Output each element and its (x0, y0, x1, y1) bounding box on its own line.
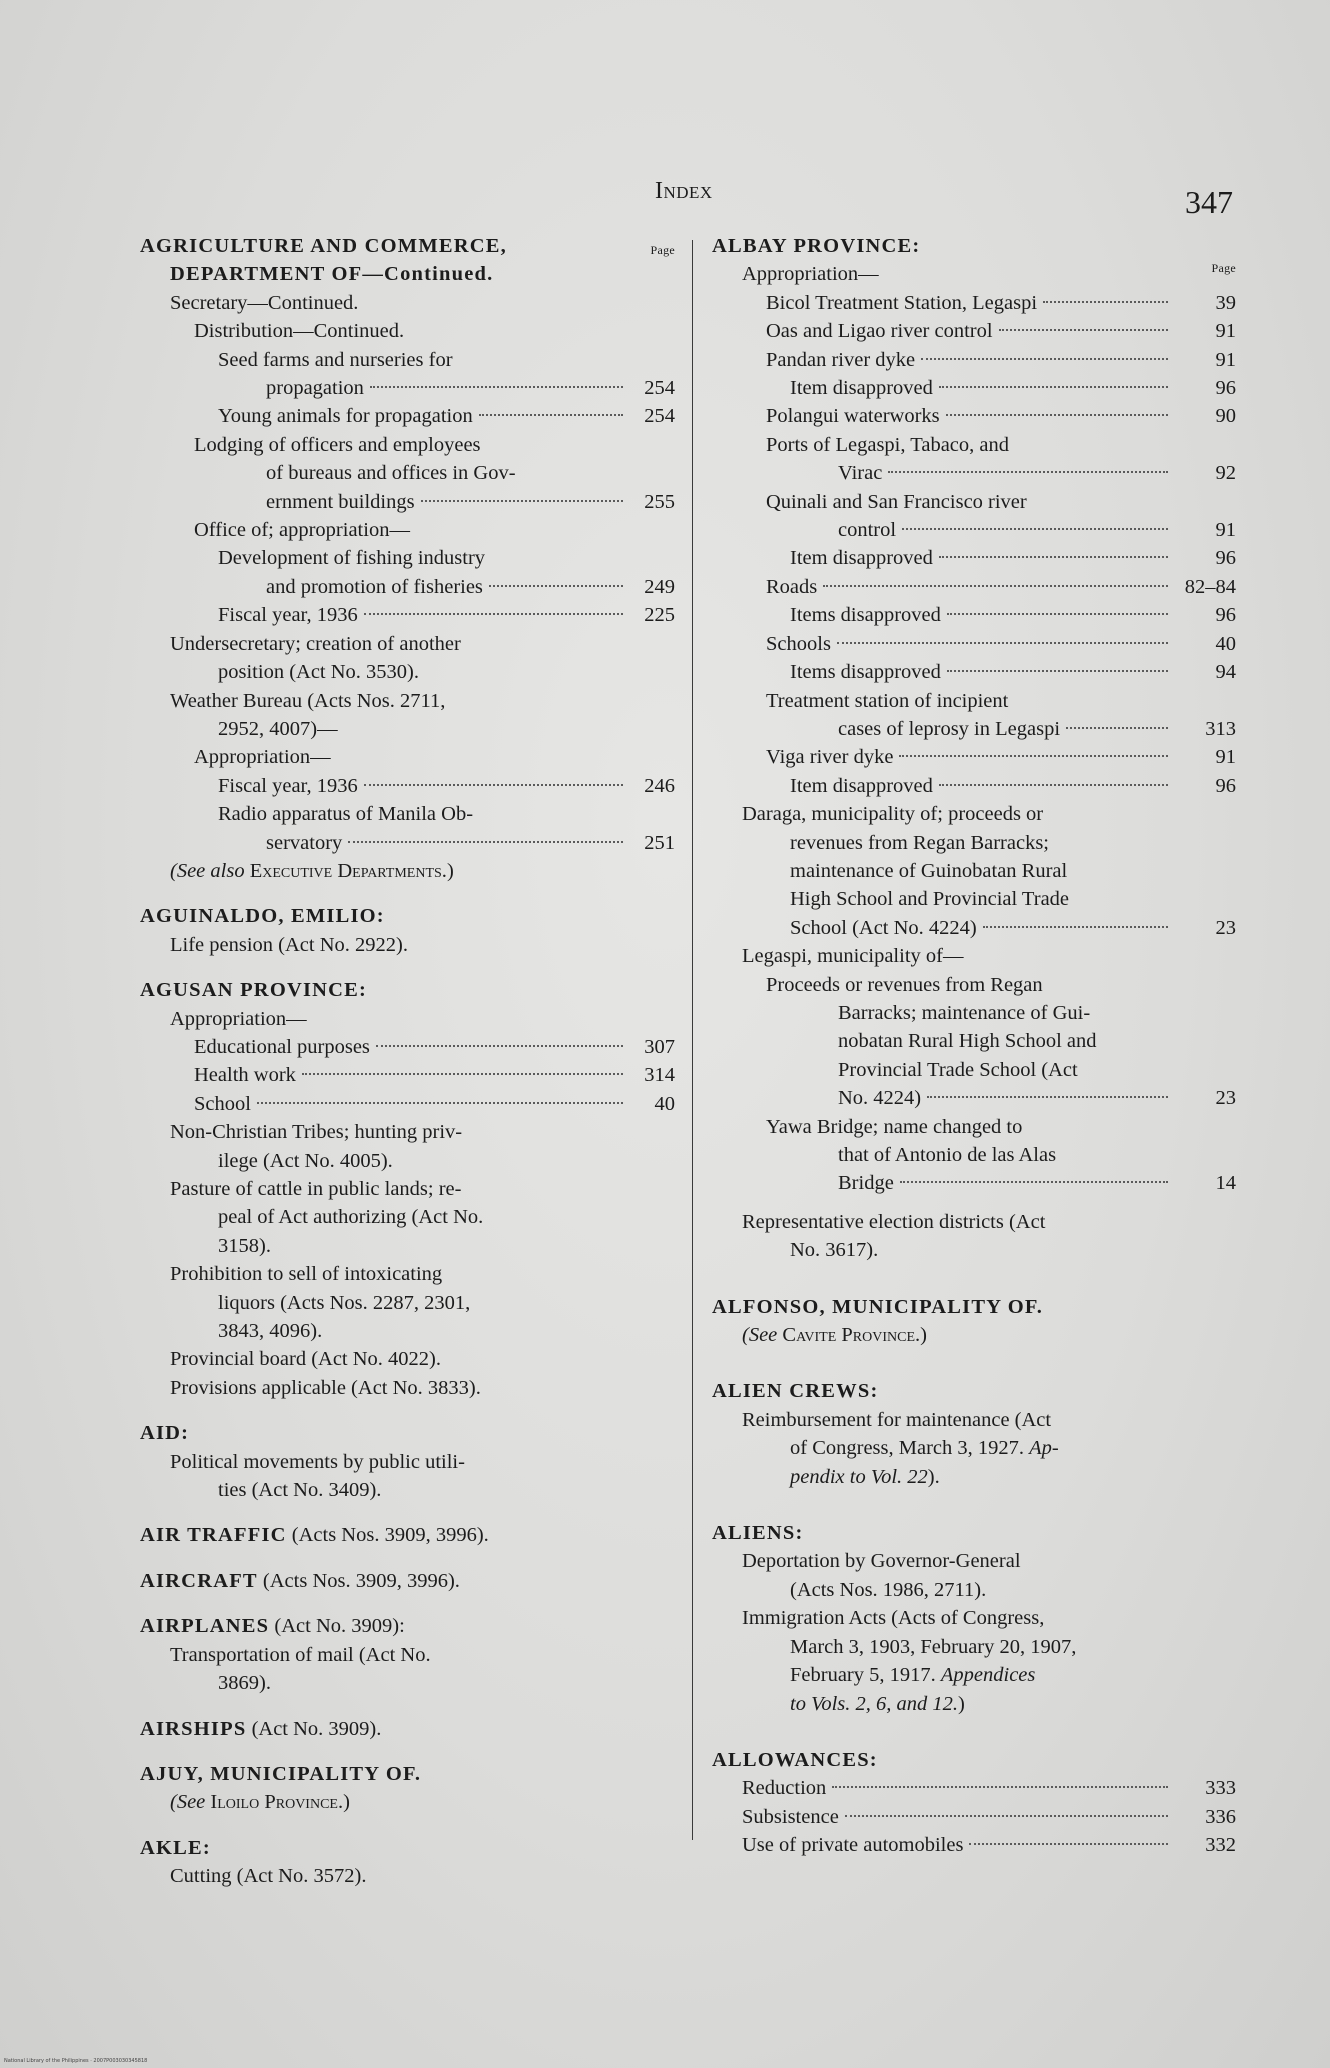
index-line: Lodging of officers and employees (194, 433, 481, 456)
entry-heading-alien-crews: ALIEN CREWS: (712, 1380, 879, 1403)
line-part-italic: pendix to Vol. 22 (790, 1465, 928, 1488)
index-line: Yawa Bridge; name changed to (766, 1115, 1023, 1138)
page-ref: 254 (644, 377, 675, 400)
entry-airships (140, 1715, 675, 1743)
entry-heading-aliens: ALIENS: (712, 1522, 804, 1545)
index-line: Appropriation— (170, 1007, 307, 1030)
entry-heading-agusan: AGUSAN PROVINCE: (140, 979, 368, 1002)
index-entry (140, 1033, 675, 1061)
index-line: ilege (Act No. 4005). (218, 1149, 393, 1172)
leader-dots (969, 1843, 1168, 1845)
index-entry (140, 829, 675, 857)
leader-dots (348, 841, 623, 843)
index-entry (712, 1169, 1236, 1197)
index-line: Radio apparatus of Manila Ob- (218, 803, 474, 826)
index-line: Seed farms and nurseries for (218, 348, 453, 371)
index-entry (140, 374, 675, 402)
index-line: nobatan Rural High School and (838, 1030, 1097, 1053)
index-line: Representative election districts (Act (742, 1210, 1046, 1233)
line-part: ). (927, 1465, 940, 1488)
entry-text: Schools (766, 632, 831, 655)
see-prefix: (See (742, 1324, 783, 1347)
entry-text: ernment buildings (266, 490, 415, 513)
entry-acts: (Acts Nos. 3909, 3996). (257, 1569, 460, 1592)
page-ref: 91 (1215, 348, 1236, 371)
index-entry (712, 459, 1236, 487)
index-line: Provincial Trade School (Act (838, 1058, 1078, 1081)
leader-dots (1043, 301, 1168, 303)
entry-text: Educational purposes (194, 1035, 370, 1058)
page-ref: 92 (1215, 462, 1236, 485)
leader-dots (832, 1786, 1168, 1788)
index-line: liquors (Acts Nos. 2287, 2301, (218, 1291, 471, 1314)
index-line: Barracks; maintenance of Gui- (838, 1001, 1091, 1024)
running-head: Index (655, 178, 713, 204)
entry-heading-aircraft: AIRCRAFT (140, 1569, 258, 1592)
page-ref: 336 (1205, 1805, 1236, 1828)
leader-dots (921, 358, 1168, 360)
index-line: Daraga, municipality of; proceeds or (742, 803, 1044, 826)
entry-text: cases of leprosy in Legaspi (838, 717, 1061, 740)
entry-acts: (Acts Nos. 3909, 3996). (286, 1524, 489, 1547)
index-entry (712, 374, 1236, 402)
index-line: Undersecretary; creation of another (170, 632, 461, 655)
leader-dots (302, 1073, 623, 1075)
leader-dots (939, 784, 1168, 786)
index-entry (140, 1090, 675, 1118)
index-line: Proceeds or revenues from Regan (766, 973, 1043, 996)
page-ref: 246 (644, 774, 675, 797)
index-line: Weather Bureau (Acts Nos. 2711, (170, 689, 446, 712)
see-also-ref (140, 857, 675, 885)
entry-heading-aguinaldo: AGUINALDO, EMILIO: (140, 905, 385, 928)
index-line: Prohibition to sell of intoxicating (170, 1263, 443, 1286)
entry-heading-air-traffic: AIR TRAFFIC (140, 1524, 287, 1547)
entry-heading-albay: ALBAY PROVINCE: (712, 235, 921, 257)
page-ref: 251 (644, 831, 675, 854)
index-entry (140, 772, 675, 800)
index-line: Life pension (Act No. 2922). (170, 933, 408, 956)
page-ref: 96 (1215, 547, 1236, 570)
entry-text: control (838, 519, 897, 542)
index-entry (712, 743, 1236, 771)
entry-heading-aid: AID: (140, 1422, 190, 1445)
leader-dots (900, 1181, 1168, 1183)
leader-dots (947, 670, 1168, 672)
index-line: that of Antonio de las Alas (838, 1144, 1057, 1166)
entry-heading-airships: AIRSHIPS (140, 1717, 247, 1740)
page-ref: 307 (644, 1035, 675, 1058)
entry-heading-akle: AKLE: (140, 1836, 211, 1859)
index-line: (Acts Nos. 1986, 2711). (790, 1578, 987, 1601)
column-divider (692, 240, 693, 1840)
page-ref: 23 (1215, 916, 1236, 939)
entry-heading-agriculture: AGRICULTURE AND COMMERCE, (140, 235, 507, 257)
index-line: position (Act No. 3530). (218, 661, 419, 684)
page-ref: 314 (644, 1064, 675, 1087)
entry-text: Subsistence (742, 1805, 839, 1828)
leader-dots (823, 585, 1168, 587)
right-column (712, 232, 1236, 1860)
index-entry (712, 289, 1236, 317)
index-entry (712, 914, 1236, 942)
page-number: 347 (1185, 184, 1233, 220)
index-line: Distribution—Continued. (194, 320, 405, 343)
index-line: Development of fishing industry (218, 547, 486, 570)
leader-dots (902, 528, 1168, 530)
leader-dots (1066, 727, 1168, 729)
index-line: peal of Act authorizing (Act No. (218, 1206, 484, 1229)
index-line: Provisions applicable (Act No. 3833). (170, 1376, 481, 1399)
entry-text: and promotion of fisheries (266, 575, 483, 598)
entry-text: No. 4224) (838, 1087, 922, 1110)
entry-text: Pandan river dyke (766, 348, 916, 371)
index-entry (712, 573, 1236, 601)
page-ref: 225 (644, 604, 675, 627)
leader-dots (489, 585, 623, 587)
page-ref: 94 (1215, 661, 1236, 684)
index-entry (712, 715, 1236, 743)
entry-airplanes (140, 1612, 675, 1640)
leader-dots (947, 613, 1168, 615)
entry-heading-agriculture-cont: DEPARTMENT OF—Continued. (170, 263, 494, 286)
entry-aircraft (140, 1567, 675, 1595)
index-entry (712, 1084, 1236, 1112)
index-entry (140, 601, 675, 629)
entry-text: School (194, 1092, 251, 1115)
page-ref: 91 (1215, 519, 1236, 542)
index-line (712, 1434, 1236, 1462)
entry-text: Viga river dyke (766, 746, 894, 769)
entry-text: Health work (194, 1064, 296, 1087)
page-ref: 254 (644, 405, 675, 428)
line-part: of Congress, March 3, 1927. (790, 1437, 1030, 1460)
index-line: 3843, 4096). (218, 1320, 323, 1343)
index-line: Political movements by public utili- (170, 1450, 465, 1473)
leader-dots (364, 784, 623, 786)
leader-dots (837, 642, 1168, 644)
index-entry (140, 1061, 675, 1089)
index-line: of bureaus and offices in Gov- (266, 462, 516, 485)
index-entry (140, 402, 675, 430)
see-ref (712, 1321, 1236, 1349)
index-line: Deportation by Governor-General (742, 1550, 1021, 1573)
entry-heading-allowances: ALLOWANCES: (712, 1748, 878, 1771)
leader-dots (999, 329, 1168, 331)
index-entry (712, 317, 1236, 345)
index-entry (712, 658, 1236, 686)
page-ref: 332 (1205, 1834, 1236, 1857)
index-line (712, 1661, 1236, 1689)
leader-dots (845, 1815, 1168, 1817)
index-line: ties (Act No. 3409). (218, 1479, 382, 1502)
leader-dots (939, 556, 1168, 558)
entry-text: Reduction (742, 1777, 827, 1800)
page-ref: 90 (1215, 405, 1236, 428)
index-line: Transportation of mail (Act No. (170, 1643, 431, 1666)
page-column-label: Page (1211, 261, 1236, 275)
page-ref: 82–84 (1184, 575, 1236, 598)
leader-dots (927, 1096, 1168, 1098)
page-ref: 96 (1215, 774, 1236, 797)
entry-text: Fiscal year, 1936 (218, 774, 358, 797)
see-also-target: Executive Departments. (249, 859, 447, 882)
entry-text: Bicol Treatment Station, Legaspi (766, 291, 1038, 314)
see-also-suffix: ) (446, 859, 454, 882)
index-line: Non-Christian Tribes; hunting priv- (170, 1121, 463, 1144)
leader-dots (376, 1045, 623, 1047)
page-ref: 96 (1215, 604, 1236, 627)
leader-dots (888, 471, 1168, 473)
see-ref (140, 1788, 675, 1816)
see-prefix: (See (170, 1791, 211, 1814)
leader-dots (946, 414, 1168, 416)
entry-text: Young animals for propagation (218, 405, 473, 428)
entry-text: Items disapproved (790, 661, 941, 684)
leader-dots (899, 755, 1168, 757)
entry-text: servatory (266, 831, 343, 854)
line-part-italic: Ap- (1029, 1437, 1059, 1460)
entry-text: Item disapproved (790, 774, 933, 797)
page-ref: 96 (1215, 377, 1236, 400)
index-entry (140, 573, 675, 601)
page-ref: 91 (1215, 320, 1236, 343)
leader-dots (370, 386, 623, 388)
line-part-italic: to Vols. 2, 6, and 12. (790, 1692, 958, 1715)
line-part-italic: Appendices (940, 1664, 1036, 1687)
entry-text: Items disapproved (790, 604, 941, 627)
index-line (712, 1463, 1236, 1491)
leader-dots (939, 386, 1168, 388)
index-line: revenues from Regan Barracks; (790, 831, 1049, 854)
index-line (712, 1690, 1236, 1718)
leader-dots (479, 414, 623, 416)
see-target: Cavite Province. (782, 1324, 921, 1347)
leader-dots (257, 1102, 623, 1104)
see-target: Iloilo Province. (210, 1791, 344, 1814)
index-line: Reimbursement for maintenance (Act (742, 1408, 1052, 1431)
entry-text: School (Act No. 4224) (790, 916, 977, 939)
scan-watermark: National Library of the Philippines · 2007P003030345818 (4, 2058, 148, 2064)
entry-text: Roads (766, 575, 818, 598)
index-entry (140, 488, 675, 516)
index-line: No. 3617). (790, 1239, 879, 1262)
page-ref: 23 (1215, 1087, 1236, 1110)
index-line: Legaspi, municipality of— (742, 945, 964, 968)
index-line: Appropriation— (742, 263, 879, 286)
entry-text: Fiscal year, 1936 (218, 604, 358, 627)
entry-text: Bridge (838, 1172, 894, 1195)
line-part: ) (958, 1692, 965, 1715)
leader-dots (364, 613, 623, 615)
index-line: Appropriation— (194, 746, 331, 769)
entry-air-traffic (140, 1521, 675, 1549)
index-entry (712, 630, 1236, 658)
see-also-prefix: (See also (170, 859, 250, 882)
page-ref: 255 (644, 490, 675, 513)
index-line: Secretary—Continued. (170, 291, 359, 314)
index-entry (712, 601, 1236, 629)
index-entry (712, 1831, 1236, 1859)
entry-acts: (Act No. 3909): (269, 1615, 405, 1638)
entry-heading-airplanes: AIRPLANES (140, 1615, 270, 1638)
page-column-label: Page (650, 243, 675, 257)
index-entry (712, 772, 1236, 800)
entry-text: propagation (266, 377, 364, 400)
entry-heading-ajuy: AJUY, MUNICIPALITY OF. (140, 1762, 422, 1785)
page-ref: 39 (1215, 291, 1236, 314)
page-ref: 40 (1215, 632, 1236, 655)
left-column (140, 232, 675, 1891)
index-entry (712, 346, 1236, 374)
entry-text: Use of private automobiles (742, 1834, 964, 1857)
index-entry (712, 1803, 1236, 1831)
index-entry (712, 516, 1236, 544)
index-line: 3869). (218, 1672, 271, 1695)
index-line: maintenance of Guinobatan Rural (790, 859, 1068, 882)
index-line: Office of; appropriation— (194, 519, 410, 542)
index-line: Ports of Legaspi, Tabaco, and (766, 433, 1009, 456)
page-ref: 14 (1215, 1172, 1236, 1195)
index-line: Pasture of cattle in public lands; re- (170, 1178, 462, 1200)
index-line: Treatment station of incipient (766, 689, 1009, 712)
page-ref: 249 (644, 575, 675, 598)
index-line: March 3, 1903, February 20, 1907, (790, 1635, 1077, 1658)
entry-text: Item disapproved (790, 547, 933, 570)
page-ref: 91 (1215, 746, 1236, 769)
entry-heading-alfonso: ALFONSO, MUNICIPALITY OF. (712, 1295, 1044, 1318)
entry-text: Polangui waterworks (766, 405, 940, 428)
line-part: February 5, 1917. (790, 1664, 941, 1687)
see-suffix: ) (920, 1324, 927, 1347)
index-line: 3158). (218, 1234, 271, 1257)
entry-text: Oas and Ligao river control (766, 320, 993, 343)
index-entry (712, 544, 1236, 572)
index-line: 2952, 4007)— (218, 717, 338, 740)
index-line: High School and Provincial Trade (790, 888, 1070, 911)
index-line: Cutting (Act No. 3572). (170, 1865, 367, 1888)
leader-dots (421, 500, 623, 502)
leader-dots (983, 926, 1168, 928)
index-entry (712, 402, 1236, 430)
index-line: Immigration Acts (Acts of Congress, (742, 1607, 1045, 1630)
page-ref: 313 (1205, 717, 1236, 740)
entry-text: Item disapproved (790, 377, 933, 400)
entry-acts: (Act No. 3909). (246, 1717, 382, 1740)
index-line: Provincial board (Act No. 4022). (170, 1348, 441, 1371)
page-ref: 333 (1205, 1777, 1236, 1800)
page-ref: 40 (654, 1092, 675, 1115)
see-suffix: ) (343, 1791, 350, 1814)
index-entry (712, 1774, 1236, 1802)
entry-text: Virac (838, 462, 883, 485)
index-line: Quinali and San Francisco river (766, 490, 1027, 513)
